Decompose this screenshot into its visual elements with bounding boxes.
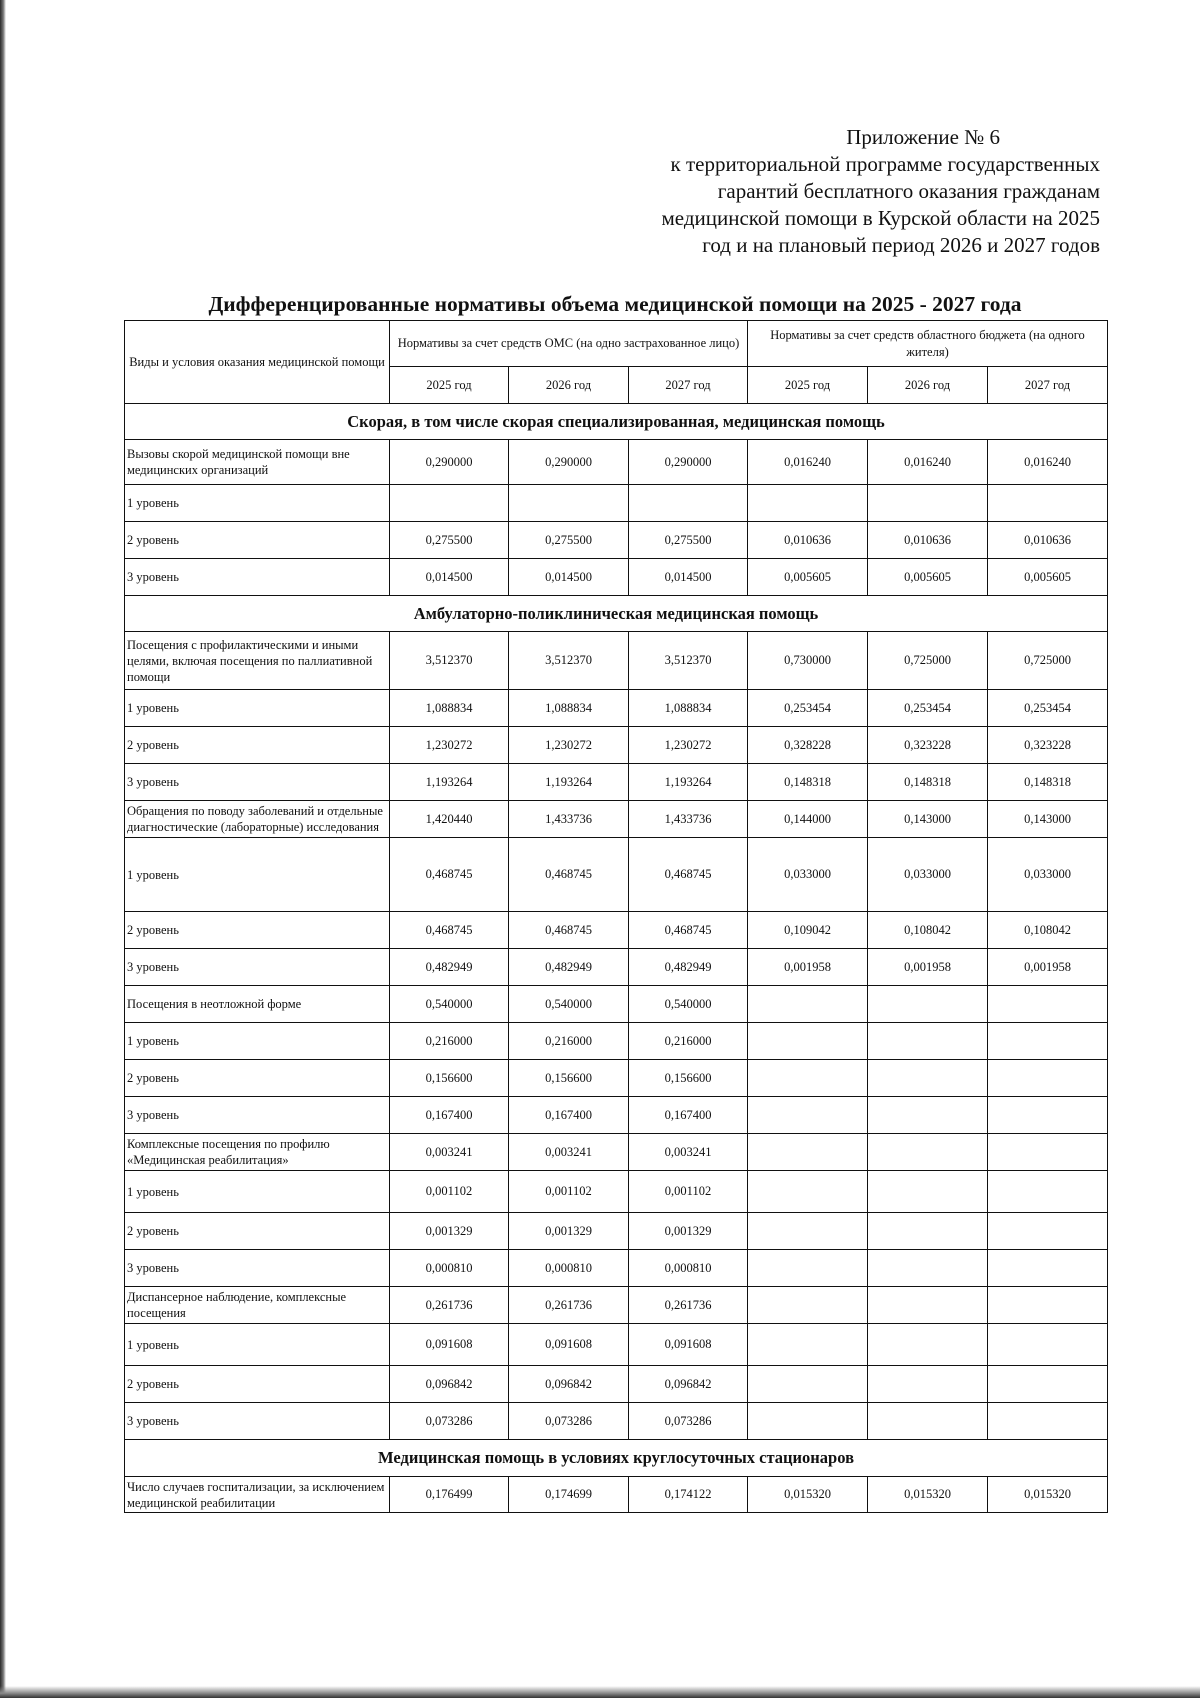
value-cell: 0,328228: [748, 727, 868, 764]
value-cell: 0,468745: [629, 912, 748, 949]
value-cell: 0,091608: [509, 1324, 629, 1366]
value-cell: [748, 1366, 868, 1403]
row-label: 1 уровень: [125, 485, 390, 522]
table-row: [125, 1287, 1108, 1324]
value-cell: 1,088834: [629, 690, 748, 727]
value-cell: 0,001958: [748, 949, 868, 986]
row-label: 3 уровень: [125, 559, 390, 596]
value-cell: 1,193264: [509, 764, 629, 801]
value-cell: 0,005605: [868, 559, 988, 596]
value-cell: [988, 1213, 1108, 1250]
value-cell: 1,420440: [390, 801, 509, 838]
value-cell: 0,174122: [629, 1477, 748, 1513]
value-cell: [748, 1023, 868, 1060]
header-budget-group: Нормативы за счет средств областного бюджета (на одного жителя): [748, 321, 1108, 367]
value-cell: 0,468745: [390, 912, 509, 949]
value-cell: 0,174699: [509, 1477, 629, 1513]
value-cell: 0,005605: [748, 559, 868, 596]
value-cell: [748, 1250, 868, 1287]
value-cell: [748, 1324, 868, 1366]
value-cell: 0,001329: [629, 1213, 748, 1250]
value-cell: 0,216000: [390, 1023, 509, 1060]
value-cell: 0,468745: [509, 912, 629, 949]
value-cell: 0,003241: [390, 1134, 509, 1171]
value-cell: 0,725000: [988, 632, 1108, 690]
value-cell: 0,073286: [390, 1403, 509, 1440]
value-cell: 0,001329: [509, 1213, 629, 1250]
value-cell: 0,156600: [509, 1060, 629, 1097]
value-cell: 1,230272: [390, 727, 509, 764]
value-cell: 0,261736: [509, 1287, 629, 1324]
value-cell: 0,323228: [868, 727, 988, 764]
table-row: [125, 1023, 1108, 1060]
value-cell: [988, 1250, 1108, 1287]
row-label: Диспансерное наблюдение, комплексные посещения: [125, 1287, 390, 1324]
value-cell: 0,016240: [748, 440, 868, 485]
header-year-oms-2026: 2026 год: [509, 367, 629, 404]
value-cell: 1,433736: [509, 801, 629, 838]
value-cell: 0,096842: [390, 1366, 509, 1403]
row-label: 3 уровень: [125, 1403, 390, 1440]
value-cell: 0,482949: [509, 949, 629, 986]
value-cell: [748, 1287, 868, 1324]
value-cell: 0,290000: [390, 440, 509, 485]
value-cell: [988, 1403, 1108, 1440]
value-cell: 0,275500: [390, 522, 509, 559]
value-cell: 0,540000: [629, 986, 748, 1023]
header-year-oms-2025: 2025 год: [390, 367, 509, 404]
table-row: [125, 838, 1108, 912]
row-label: 1 уровень: [125, 838, 390, 912]
value-cell: 0,001958: [988, 949, 1108, 986]
value-cell: [868, 1097, 988, 1134]
value-cell: [868, 1324, 988, 1366]
value-cell: 0,073286: [629, 1403, 748, 1440]
table-row: [125, 559, 1108, 596]
norms-table: [124, 320, 1108, 1513]
value-cell: 1,230272: [509, 727, 629, 764]
value-cell: 1,230272: [629, 727, 748, 764]
row-label: Посещения с профилактическими и иными целями, включая посещения по паллиативной помощи: [125, 632, 390, 690]
value-cell: 0,014500: [629, 559, 748, 596]
value-cell: 0,001102: [390, 1171, 509, 1213]
value-cell: 0,253454: [748, 690, 868, 727]
value-cell: 0,000810: [509, 1250, 629, 1287]
value-cell: [868, 1134, 988, 1171]
header-year-budget-2026: 2026 год: [868, 367, 988, 404]
header-care-type: Виды и условия оказания медицинской помощи: [125, 321, 390, 404]
value-cell: [868, 485, 988, 522]
value-cell: [868, 1403, 988, 1440]
value-cell: 0,096842: [509, 1366, 629, 1403]
table-row: [125, 1324, 1108, 1366]
row-label: 2 уровень: [125, 1366, 390, 1403]
value-cell: 0,000810: [629, 1250, 748, 1287]
value-cell: 0,468745: [509, 838, 629, 912]
value-cell: 3,512370: [390, 632, 509, 690]
value-cell: [988, 1134, 1108, 1171]
value-cell: 0,167400: [629, 1097, 748, 1134]
row-label: 2 уровень: [125, 1060, 390, 1097]
value-cell: 0,010636: [748, 522, 868, 559]
value-cell: [868, 1250, 988, 1287]
value-cell: 0,001958: [868, 949, 988, 986]
value-cell: 0,091608: [629, 1324, 748, 1366]
value-cell: 0,015320: [988, 1477, 1108, 1513]
table-row: [125, 522, 1108, 559]
row-label: 3 уровень: [125, 949, 390, 986]
norms-table-body: [125, 404, 1108, 1513]
value-cell: [390, 485, 509, 522]
value-cell: [748, 485, 868, 522]
value-cell: 0,253454: [988, 690, 1108, 727]
table-row: [125, 1403, 1108, 1440]
value-cell: 0,725000: [868, 632, 988, 690]
row-label: 2 уровень: [125, 912, 390, 949]
value-cell: 0,108042: [868, 912, 988, 949]
value-cell: 0,010636: [988, 522, 1108, 559]
value-cell: 0,253454: [868, 690, 988, 727]
scan-edge-left: [0, 0, 6, 1698]
value-cell: 0,015320: [748, 1477, 868, 1513]
value-cell: [748, 1171, 868, 1213]
value-cell: [988, 1324, 1108, 1366]
value-cell: 0,144000: [748, 801, 868, 838]
table-row: [125, 1060, 1108, 1097]
value-cell: [988, 1171, 1108, 1213]
table-row: [125, 1477, 1108, 1513]
value-cell: 0,261736: [629, 1287, 748, 1324]
value-cell: [748, 1213, 868, 1250]
table-row: [125, 1097, 1108, 1134]
table-row: [125, 690, 1108, 727]
value-cell: 0,148318: [868, 764, 988, 801]
value-cell: 0,323228: [988, 727, 1108, 764]
row-label: 3 уровень: [125, 1250, 390, 1287]
table-row: [125, 440, 1108, 485]
header-year-budget-2025: 2025 год: [748, 367, 868, 404]
row-label: 1 уровень: [125, 1324, 390, 1366]
value-cell: 0,482949: [390, 949, 509, 986]
row-label: Посещения в неотложной форме: [125, 986, 390, 1023]
value-cell: 0,176499: [390, 1477, 509, 1513]
section-row: [125, 404, 1108, 440]
value-cell: 0,143000: [988, 801, 1108, 838]
value-cell: 1,193264: [629, 764, 748, 801]
value-cell: 0,015320: [868, 1477, 988, 1513]
row-label: Обращения по поводу заболеваний и отдельные диагностические (лабораторные) исследования: [125, 801, 390, 838]
row-label: Комплексные посещения по профилю «Медицинская реабилитация»: [125, 1134, 390, 1171]
value-cell: 0,468745: [629, 838, 748, 912]
table-row: [125, 1366, 1108, 1403]
value-cell: 0,290000: [509, 440, 629, 485]
value-cell: 0,000810: [390, 1250, 509, 1287]
value-cell: 0,540000: [509, 986, 629, 1023]
row-label: 1 уровень: [125, 690, 390, 727]
table-row: [125, 912, 1108, 949]
value-cell: 0,091608: [390, 1324, 509, 1366]
value-cell: 0,275500: [629, 522, 748, 559]
value-cell: [868, 986, 988, 1023]
value-cell: 0,148318: [988, 764, 1108, 801]
value-cell: 0,540000: [390, 986, 509, 1023]
section-title: Скорая, в том числе скорая специализированная, медицинская помощь: [125, 404, 1108, 440]
value-cell: 0,290000: [629, 440, 748, 485]
header-year-oms-2027: 2027 год: [629, 367, 748, 404]
value-cell: [629, 485, 748, 522]
value-cell: [748, 1134, 868, 1171]
value-cell: [748, 1097, 868, 1134]
table-row: [125, 949, 1108, 986]
value-cell: [868, 1023, 988, 1060]
value-cell: 1,433736: [629, 801, 748, 838]
value-cell: 0,148318: [748, 764, 868, 801]
value-cell: [988, 485, 1108, 522]
scan-edge-bottom: [0, 1686, 1200, 1698]
value-cell: 0,482949: [629, 949, 748, 986]
value-cell: 0,001102: [629, 1171, 748, 1213]
appendix-line-1: к территориальной программе государственных: [670, 152, 1100, 176]
value-cell: 0,001329: [390, 1213, 509, 1250]
table-row: [125, 1213, 1108, 1250]
appendix-line-4: год и на плановый период 2026 и 2027 годов: [702, 233, 1100, 257]
value-cell: [988, 1023, 1108, 1060]
table-row: [125, 1171, 1108, 1213]
header-oms-group: Нормативы за счет средств ОМС (на одно застрахованное лицо): [390, 321, 748, 367]
document-title: Дифференцированные нормативы объема медицинской помощи на 2025 - 2027 года: [208, 292, 1022, 316]
value-cell: [988, 986, 1108, 1023]
value-cell: [868, 1213, 988, 1250]
appendix-line-2: гарантий бесплатного оказания гражданам: [717, 179, 1100, 203]
value-cell: 0,073286: [509, 1403, 629, 1440]
value-cell: 0,730000: [748, 632, 868, 690]
row-label: 2 уровень: [125, 522, 390, 559]
value-cell: [988, 1097, 1108, 1134]
table-row: [125, 632, 1108, 690]
value-cell: 0,096842: [629, 1366, 748, 1403]
row-label: Число случаев госпитализации, за исключением медицинской реабилитации: [125, 1477, 390, 1513]
row-label: 3 уровень: [125, 1097, 390, 1134]
row-label: 1 уровень: [125, 1171, 390, 1213]
section-title: Медицинская помощь в условиях круглосуточных стационаров: [125, 1440, 1108, 1477]
value-cell: [748, 1060, 868, 1097]
table-row: [125, 801, 1108, 838]
value-cell: [868, 1287, 988, 1324]
value-cell: 0,216000: [629, 1023, 748, 1060]
value-cell: 0,275500: [509, 522, 629, 559]
value-cell: 0,016240: [988, 440, 1108, 485]
value-cell: 0,167400: [390, 1097, 509, 1134]
section-title: Амбулаторно-поликлиническая медицинская помощь: [125, 596, 1108, 632]
header-year-budget-2027: 2027 год: [988, 367, 1108, 404]
value-cell: 0,167400: [509, 1097, 629, 1134]
value-cell: 0,016240: [868, 440, 988, 485]
value-cell: 0,108042: [988, 912, 1108, 949]
section-row: [125, 596, 1108, 632]
table-row: [125, 1134, 1108, 1171]
value-cell: 0,010636: [868, 522, 988, 559]
value-cell: 0,143000: [868, 801, 988, 838]
table-row: [125, 764, 1108, 801]
value-cell: 0,005605: [988, 559, 1108, 596]
value-cell: 0,156600: [390, 1060, 509, 1097]
section-row: [125, 1440, 1108, 1477]
table-row: [125, 1250, 1108, 1287]
table-row: [125, 485, 1108, 522]
appendix-number: Приложение № 6: [846, 125, 1000, 149]
value-cell: 0,156600: [629, 1060, 748, 1097]
value-cell: [748, 986, 868, 1023]
value-cell: [868, 1171, 988, 1213]
value-cell: [868, 1060, 988, 1097]
row-label: 3 уровень: [125, 764, 390, 801]
row-label: Вызовы скорой медицинской помощи вне медицинских организаций: [125, 440, 390, 485]
value-cell: 0,014500: [390, 559, 509, 596]
value-cell: 0,033000: [868, 838, 988, 912]
value-cell: 0,003241: [629, 1134, 748, 1171]
value-cell: [509, 485, 629, 522]
value-cell: 0,216000: [509, 1023, 629, 1060]
value-cell: 0,261736: [390, 1287, 509, 1324]
value-cell: [988, 1366, 1108, 1403]
value-cell: 0,001102: [509, 1171, 629, 1213]
value-cell: 0,109042: [748, 912, 868, 949]
appendix-header: [600, 124, 1100, 259]
value-cell: 3,512370: [509, 632, 629, 690]
value-cell: [868, 1366, 988, 1403]
value-cell: 0,033000: [988, 838, 1108, 912]
value-cell: 1,088834: [390, 690, 509, 727]
value-cell: 0,014500: [509, 559, 629, 596]
row-label: 1 уровень: [125, 1023, 390, 1060]
value-cell: [988, 1060, 1108, 1097]
row-label: 2 уровень: [125, 727, 390, 764]
value-cell: [988, 1287, 1108, 1324]
value-cell: 3,512370: [629, 632, 748, 690]
value-cell: 0,033000: [748, 838, 868, 912]
table-row: [125, 986, 1108, 1023]
row-label: 2 уровень: [125, 1213, 390, 1250]
value-cell: 1,088834: [509, 690, 629, 727]
value-cell: 0,468745: [390, 838, 509, 912]
value-cell: 1,193264: [390, 764, 509, 801]
table-row: [125, 727, 1108, 764]
appendix-line-3: медицинской помощи в Курской области на 2025: [661, 206, 1100, 230]
value-cell: 0,003241: [509, 1134, 629, 1171]
value-cell: [748, 1403, 868, 1440]
